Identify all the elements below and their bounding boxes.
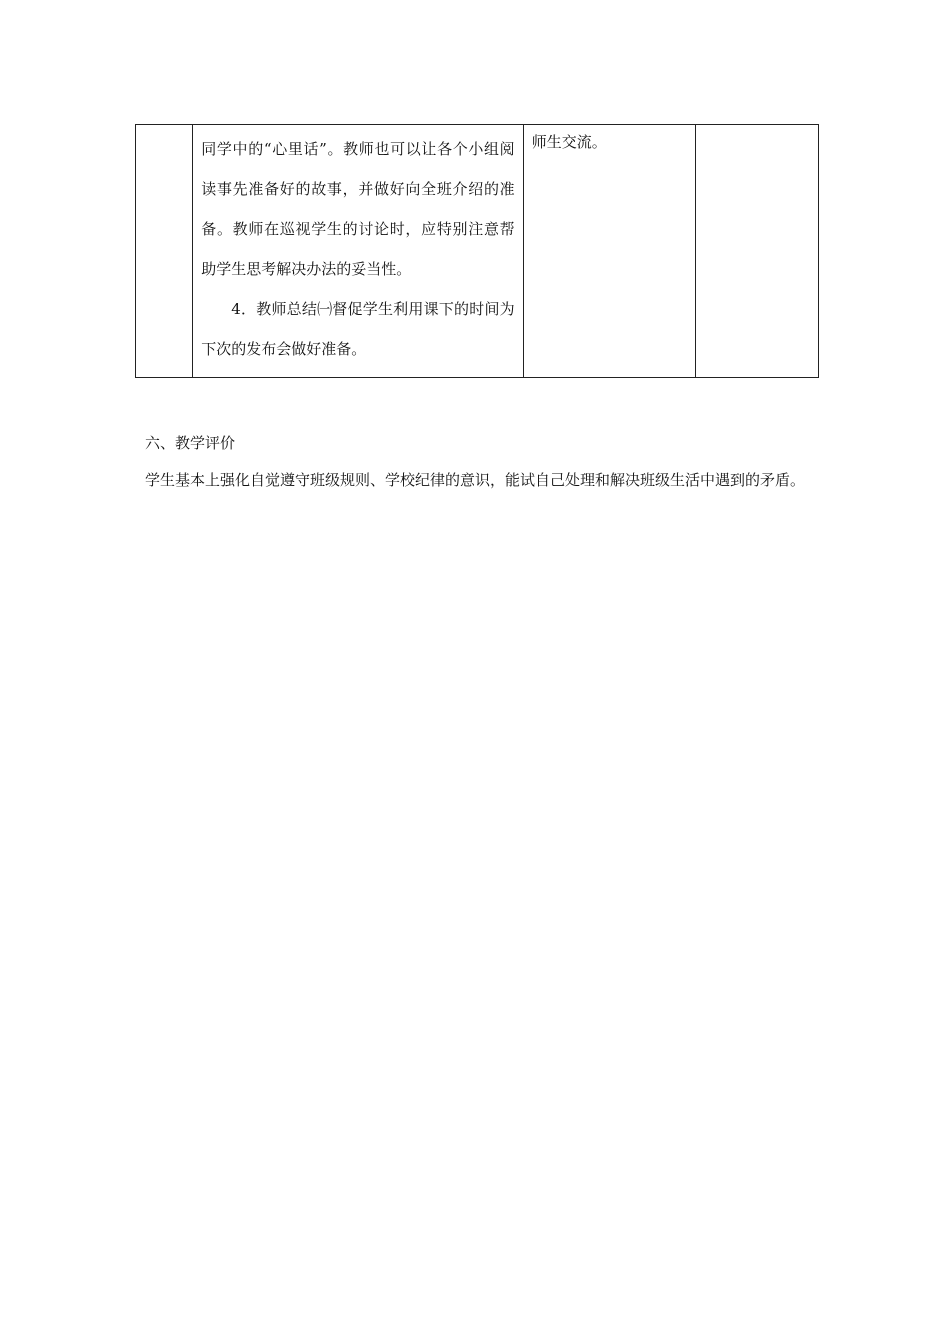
teacher-activity-paragraph-2: 4．教师总结㈠督促学生利用课下的时间为下次的发布会做好准备。 xyxy=(201,300,515,358)
teacher-activity-paragraph-1: 同学中的“心里话”。教师也可以让各个小组阅读事先准备好的故事，并做好向全班介绍的准备。教师在巡视学生的讨论时，应特别注意帮助学生思考解决办法的妥当性。 xyxy=(201,140,515,278)
table-cell-student-activity xyxy=(523,125,696,378)
evaluation-body: 学生基本上强化自觉遵守班级规则、学校纪律的意识，能试自己处理和解决班级生活中遇到的矛盾。 xyxy=(145,471,806,489)
table-cell-teacher-activity xyxy=(193,125,523,378)
lesson-table xyxy=(135,124,819,378)
table-row xyxy=(136,125,819,378)
table-cell-notes xyxy=(696,125,819,378)
evaluation-heading: 六、教学评价 xyxy=(145,434,236,452)
student-activity-text: 师生交流。 xyxy=(531,133,607,151)
table-cell-step xyxy=(136,125,193,378)
